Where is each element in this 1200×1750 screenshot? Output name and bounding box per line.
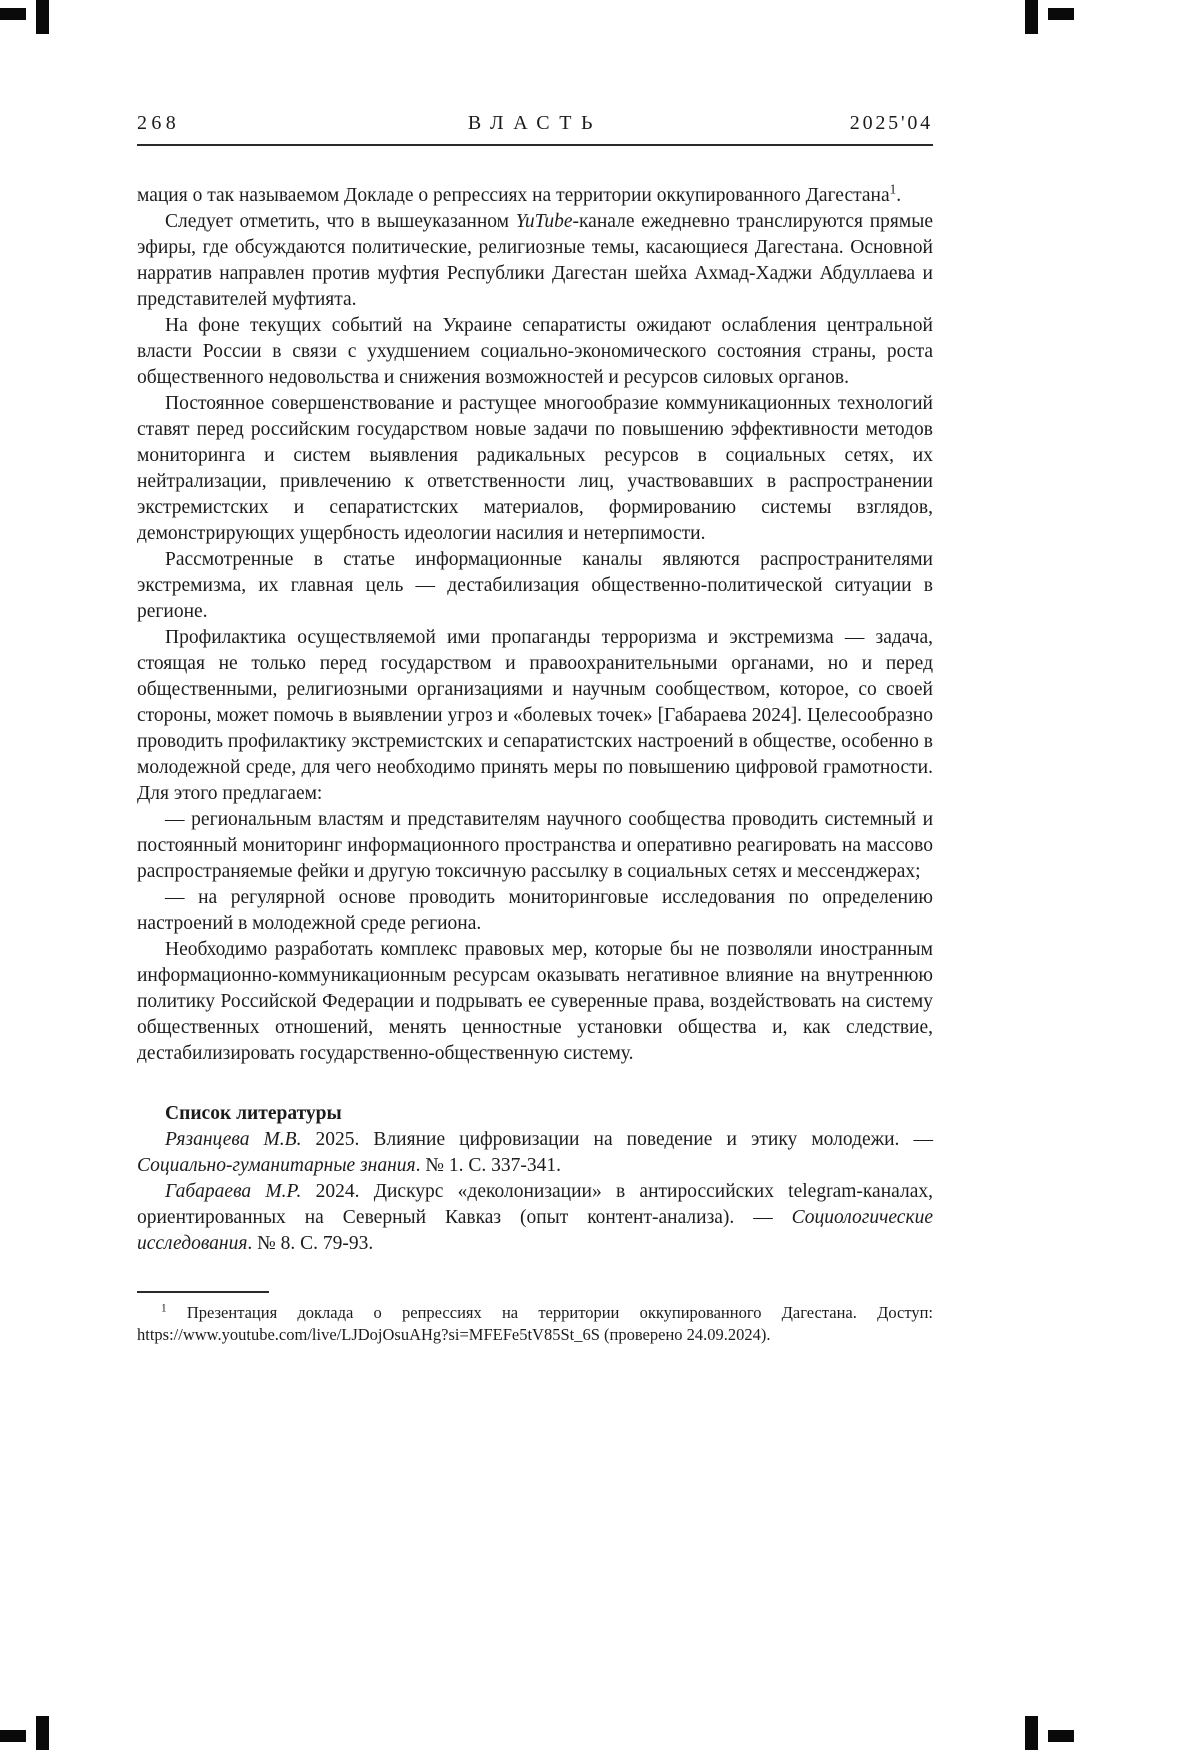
page-content: [137, 112, 933, 1346]
crop-mark-bottom-right: [1025, 1716, 1038, 1750]
paragraph: Следует отметить, что в вышеуказанном YuTube-канале ежедневно транслируются прямые эфиры, где обсуждаются политические, религиозные темы, касающиеся Дагестана. Основной нарратив направлен против муфтия Республики Дагестан шейха Ахмад-Хаджи Абдуллаева и представителей муфтията.: [137, 211, 933, 310]
crop-mark-top-right: [1048, 8, 1074, 20]
paragraph: — региональным властям и представителям научного сообщества проводить системный и постоянный мониторинг информационного пространства и оперативно реагировать на массово распространяемые фейки и другую токсичную рассылку в социальных сетях и мессенджерах;: [137, 809, 933, 882]
article-body: [137, 183, 933, 1346]
footnote: $^1$ Презентация доклада о репрессиях на территории оккупированного Дагестана. Доступ: https://www.youtube.com/live/LJDojOsuAHg?si=MFEFe5tV85St_6S (проверено 24.09.2024).: [137, 1302, 933, 1344]
references-heading: Список литературы: [165, 1103, 342, 1124]
paragraph: На фоне текущих событий на Украине сепаратисты ожидают ослабления центральной власти России в связи с ухудшением социально-экономического состояния страны, роста общественного недовольства и снижения возможностей и ресурсов силовых органов.: [137, 315, 933, 388]
footnote-separator: [137, 1291, 269, 1293]
issue-number: 2025'04: [849, 112, 933, 134]
crop-mark-bottom-left: [0, 1730, 26, 1742]
page-number: 268: [137, 112, 181, 134]
paragraph: — на регулярной основе проводить мониторинговые исследования по определению настроений в молодежной среде региона.: [137, 887, 933, 934]
paragraph: Рассмотренные в статье информационные каналы являются распространителями экстремизма, их главная цель — дестабилизация общественно-политической ситуации в регионе.: [137, 549, 933, 622]
crop-mark-top-left: [36, 0, 49, 34]
reference-item: Габараева М.Р. 2024. Дискурс «деколонизации» в антироссийских telegram-каналах, ориентированных на Северный Кавказ (опыт контент-анализа). — Социологические исследования. № 8. С. 79-93.: [137, 1181, 933, 1254]
page-header: [137, 112, 933, 146]
paragraph: Необходимо разработать комплекс правовых мер, которые бы не позволяли иностранным информационно-коммуникационным ресурсам оказывать негативное влияние на внутреннюю политику Российской Федерации и подрывать ее суверенные права, воздействовать на систему общественных отношений, менять ценностные установки общества и, как следствие, дестабилизировать государственно-общественную систему.: [137, 939, 933, 1064]
paragraph: Профилактика осуществляемой ими пропаганды терроризма и экстремизма — задача, стоящая не только перед государством и правоохранительными органами, но и перед общественными, религиозными организациями и научным сообществом, которое, со своей стороны, может помочь в выявлении угроз и «болевых точек» [Габараева 2024]. Целесообразно проводить профилактику экстремистских и сепаратистских настроений в обществе, особенно в молодежной среде, для чего необходимо принять меры по повышению цифровой грамотности. Для этого предлагаем:: [137, 627, 933, 804]
reference-item: Рязанцева М.В. 2025. Влияние цифровизации на поведение и этику молодежи. — Социально-гуманитарные знания. № 1. С. 337-341.: [137, 1129, 933, 1176]
journal-title: ВЛАСТЬ: [467, 112, 603, 134]
crop-mark-top-right: [1025, 0, 1038, 34]
paragraph: Постоянное совершенствование и растущее многообразие коммуникационных технологий ставят перед российским государством новые задачи по повышению эффективности методов мониторинга и систем выявления радикальных ресурсов в социальных сетях, их нейтрализации, привлечению к ответственности лиц, участвовавших в распространении экстремистских и сепаратистских материалов, формированию системы взглядов, демонстрирующих ущербность идеологии насилия и нетерпимости.: [137, 393, 933, 544]
crop-mark-top-left: [0, 8, 26, 20]
crop-mark-bottom-right: [1048, 1730, 1074, 1742]
crop-mark-bottom-left: [36, 1716, 49, 1750]
paragraph: мация о так называемом Докладе о репрессиях на территории оккупированного Дагестана$^1$.: [137, 181, 902, 206]
